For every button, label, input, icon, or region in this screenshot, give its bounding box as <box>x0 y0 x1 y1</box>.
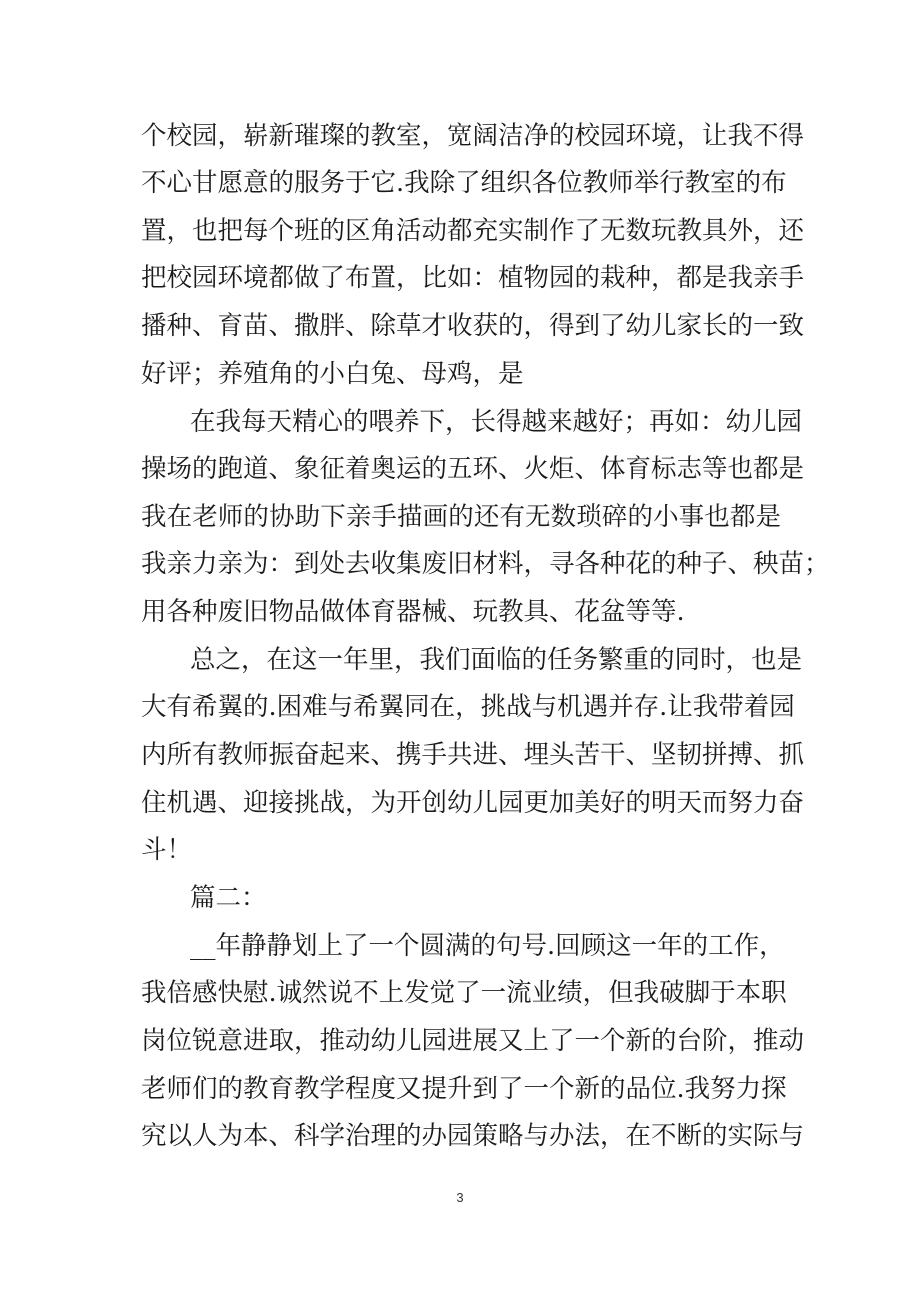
text-line: __年静静划上了一个圆满的句号.回顾这一年的工作， <box>190 931 785 961</box>
text-line: 岗位锐意进取，推动幼儿园进展又上了一个新的台阶，推动 <box>141 1026 805 1056</box>
text-line: 我在老师的协助下亲手描画的还有无数琐碎的小事也都是 <box>141 502 781 532</box>
text-line: 把校园环境都做了布置，比如：植物园的栽种，都是我亲手 <box>141 263 805 293</box>
section-heading: 篇二： <box>190 883 267 913</box>
text-line: 内所有教师振奋起来、携手共进、埋头苦干、坚韧拼搏、抓 <box>141 740 805 770</box>
text-line: 操场的跑道、象征着奥运的五环、火炬、体育标志等也都是 <box>141 454 805 484</box>
text-line: 置，也把每个班的区角活动都充实制作了无数玩教具外，还 <box>141 216 805 246</box>
text-line: 总之，在这一年里，我们面临的任务繁重的同时，也是 <box>190 645 803 675</box>
text-line: 大有希翼的.困难与希翼同在，挑战与机遇并存.让我带着园 <box>141 692 795 722</box>
page-number: 3 <box>456 1190 464 1205</box>
text-line: 用各种废旧物品做体育器械、玩教具、花盆等等. <box>141 597 685 627</box>
text-line: 住机遇、迎接挑战，为开创幼儿园更加美好的明天而努力奋 <box>141 788 805 818</box>
text-line: 我亲力亲为：到处去收集废旧材料，寻各种花的种子、秧苗； <box>141 549 830 579</box>
text-line: 究以人为本、科学治理的办园策略与办法，在不断的实际与 <box>141 1121 805 1151</box>
text-line: 老师们的教育教学程度又提升到了一个新的品位.我努力探 <box>141 1074 787 1104</box>
text-line: 个校园，崭新璀璨的教室，宽阔洁净的校园环境，让我不得 <box>141 121 805 151</box>
text-line: 播种、育苗、撒胖、除草才收获的，得到了幼儿家长的一致 <box>141 311 805 341</box>
text-line: 不心甘愿意的服务于它.我除了组织各位教师举行教室的布 <box>141 168 787 198</box>
text-line: 我倍感快慰.诚然说不上发觉了一流业绩，但我破脚于本职 <box>141 978 787 1008</box>
text-line: 斗！ <box>141 835 193 865</box>
text-line: 好评；养殖角的小白兔、母鸡，是 <box>141 359 524 389</box>
text-line: 在我每天精心的喂养下，长得越来越好；再如：幼儿园 <box>190 407 803 437</box>
